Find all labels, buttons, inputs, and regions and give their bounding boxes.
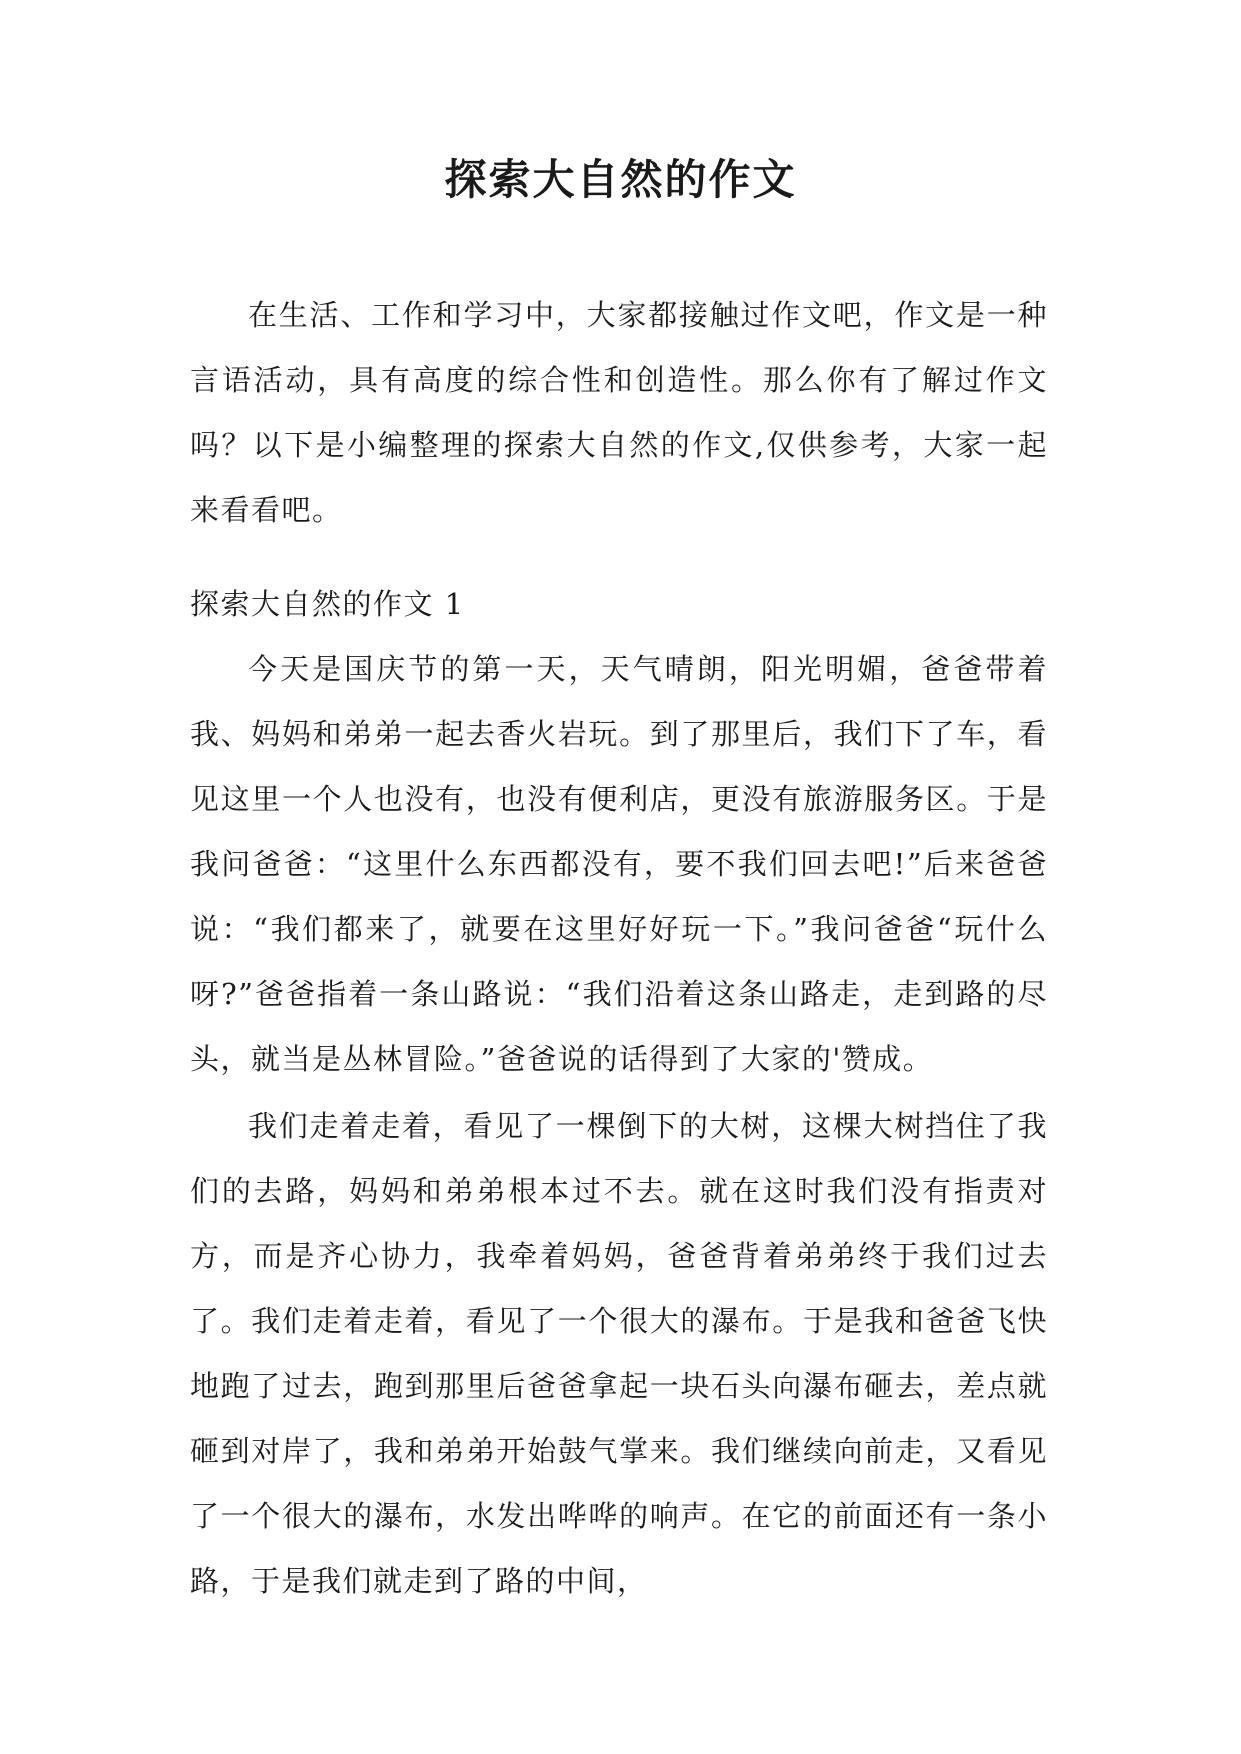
body-paragraph-2: 我们走着走着，看见了一棵倒下的大树，这棵大树挡住了我们的去路，妈妈和弟弟根本过不去。就在这时我们没有指责对方，而是齐心协力，我牵着妈妈，爸爸背着弟弟终于我们过去了。我们走着走着，看见了一个很大的瀑布。于是我和爸爸飞快地跑了过去，跑到那里后爸爸拿起一块石头向瀑布砸去，差点就砸到对岸了，我和弟弟开始鼓气掌来。我们继续向前走，又看见了一个很大的瀑布，水发出哗哗的响声。在它的前面还有一条小路，于是我们就走到了路的中间， [190, 1109, 1048, 1598]
document-title: 探索大自然的作文 [444, 155, 797, 204]
section-heading: 探索大自然的作文 1 [190, 587, 465, 621]
body-paragraph-1: 今天是国庆节的第一天，天气晴朗，阳光明媚，爸爸带着我、妈妈和弟弟一起去香火岩玩。到了那里后，我们下了车，看见这里一个人也没有，也没有便利店，更没有旅游服务区。于是我问爸爸：“这里什么东西都没有，要不我们回去吧!”后来爸爸说：“我们都来了，就要在这里好好玩一下。”我问爸爸“玩什么呀?”爸爸指着一条山路说：“我们沿着这条山路走，走到路的尽头，就当是丛林冒险。”爸爸说的话得到了大家的'赞成。 [190, 652, 1048, 1076]
intro-paragraph: 在生活、工作和学习中，大家都接触过作文吧，作文是一种言语活动，具有高度的综合性和创造性。那么你有了解过作文吗？以下是小编整理的探索大自然的作文,仅供参考，大家一起来看看吧。 [190, 298, 1048, 527]
